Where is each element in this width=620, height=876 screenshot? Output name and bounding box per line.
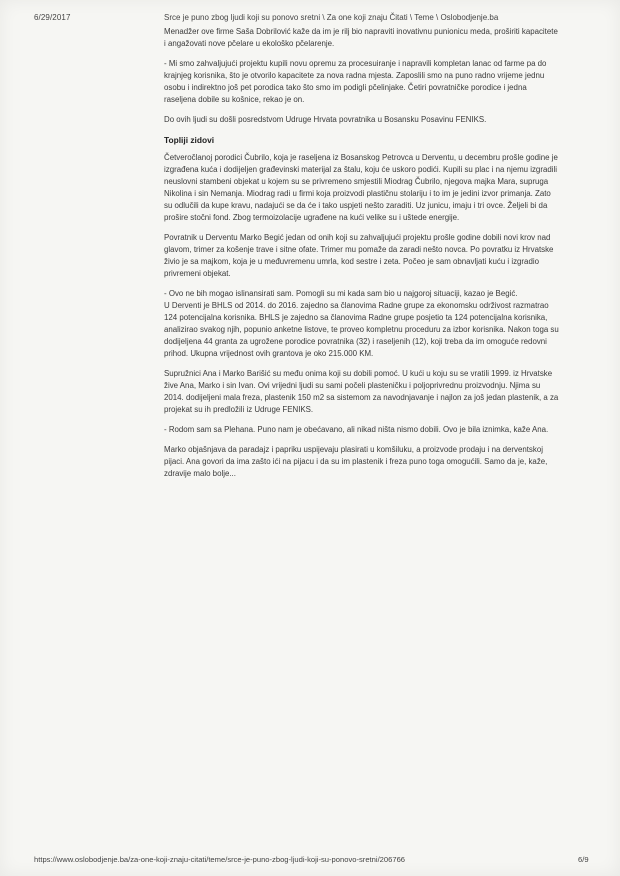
article-paragraph: Četveročlanoj porodici Čubrilo, koja je raseljena iz Bosanskog Petrovca u Derventu, u decembru prošle godine je izgrađena kuća i dodijeljen građevinski materijal za štalu, koju će uskoro podići. Kupili su plac i na njemu izgradili neuslovni stambeni objekat u kojem su se privremeno smjestili Miodrag Čubrilo, njegova majka Mara, supruga Nikolina i sin Nemanja. Miodrag radi u firmi koja proizvodi plastičnu stolariju i to im je jedini izvor primanja. Zato su odlučili da kupe kravu, nadajući se da će i tako uspjeti nešto zaraditi. Uz junicu, imaju i tri ovce. Željeli bi da prošire stočni fond. Zbog termoizolacije ugrađene na kući velike su i uštede energije. [164, 153, 558, 222]
article-quote: - Rodom sam sa Plehana. Puno nam je obećavano, ali nikad ništa nismo dobili. Ovo je bila iznimka, kaže Ana. [164, 425, 549, 434]
article-paragraph: Marko objašnjava da paradajz i papriku uspijevaju plasirati u komšiluku, a proizvode prodaju i na derventskoj pijaci. Ana govori da ima zašto ići na pijacu i da su im plastenik i freza puno toga omogućili. Samo da je, kaže, zdravije malo bolje... [164, 445, 548, 478]
article-paragraph: Do ovih ljudi su došli posredstvom Udruge Hrvata povratnika u Bosansku Posavinu FENIKS. [164, 115, 487, 124]
article-paragraph: - Mi smo zahvaljujući projektu kupili novu opremu za procesuiranje i napravili kompletan lanac od farme pa do krajnjeg korisnika, što je otvorilo kapacitete za nova radna mjesta. Zaposlili smo na puno radno vrijeme jednu osobu i indirektno još pet porodica tako što smo im podigli pčelinjake. Četiri povratničke porodice i jedna raseljena dobile su košnice, rekao je on. [164, 59, 547, 104]
page-number: 6/9 [578, 855, 589, 864]
article-quote: - Ovo ne bih mogao islinansirati sam. Pomogli su mi kada sam bio u najgoroj situaciji, kazao je Begić. [164, 289, 518, 298]
article-paragraph: Menadžer ove firme Saša Dobrilović kaže da im je rilj bio napraviti inovativnu punionicu meda, proširiti kapacitete i angažovati nove pčelare u ekološko pčelarenje. [164, 27, 558, 48]
print-page-title: Srce je puno zbog ljudi koji su ponovo sretni \ Za one koji znaju Čitati \ Teme \ Oslobodjenje.ba [164, 13, 499, 22]
article-paragraph: U Derventi je BHLS od 2014. do 2016. zajedno sa članovima Radne grupe za ekonomsku održivost razmatrao 124 potencijalna korisnika. BHLS je zajedno sa članovima Radne grupe posjetio ta 124 potencijalna korisnika, analizirao svakog njih, popunio anketne listove, te proveo kompletnu proceduru za izbor korisnika. Nakon toga su dodijeljena 44 granta za ugrožene porodice povratnika (32) i raseljenih (12), koji treba da im omoguće redovni prihod. Ukupna vrijednost ovih grantova je oko 215.000 KM. [164, 301, 559, 358]
article-paragraph: Povratnik u Derventu Marko Begić jedan od onih koji su zahvaljujući projektu prošle godine dobili novi krov nad glavom, trimer za košenje trave i sitne ofate. Trimer mu pomaže da zaradi nešto novca. Po povratku iz Hrvatske živio je sa majkom, koja je u međuvremenu umrla, kod sestre i zeta. Počeo je sam obnavljati kuću i izgradio privremeni objekat. [164, 233, 554, 278]
article-body [164, 26, 559, 488]
article-subheading: Topliji zidovi [164, 135, 215, 145]
print-url: https://www.oslobodjenje.ba/za-one-koji-znaju-citati/teme/srce-je-puno-zbog-ljudi-koji-su-ponovo-sretni/206766 [34, 855, 406, 864]
article-paragraph: Supružnici Ana i Marko Barišić su među onima koji su dobili pomoć. U kući u koju su se vratili 1999. iz Hrvatske žive Ana, Marko i sin Ivan. Ovi vrijedni ljudi su sami počeli plasteničku i poljoprivrednu proizvodnju. Njima su 2014. dodijeljeni mala freza, plastenik 150 m2 sa sistemom za navodnjavanje i najlon za još jedan plastenik, a za projekat su ih predložili iz Udruge FENIKS. [164, 369, 559, 414]
print-date: 6/29/2017 [34, 13, 71, 22]
